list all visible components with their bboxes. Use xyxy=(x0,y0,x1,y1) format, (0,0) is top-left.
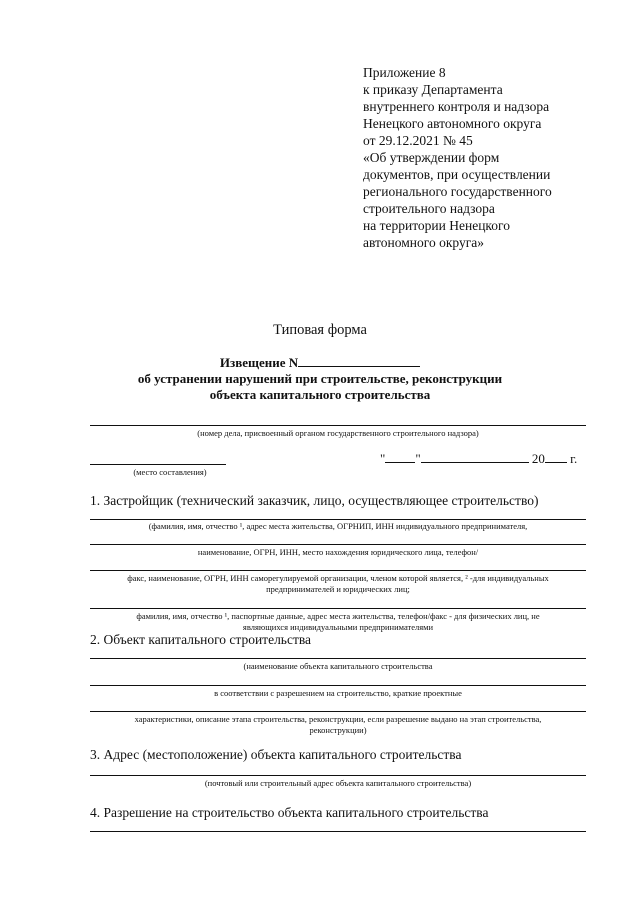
year-field[interactable] xyxy=(545,450,567,463)
developer-hint-4b: являющихся индивидуальными предпринимателями xyxy=(242,622,434,632)
appendix-line: Ненецкого автономного округа xyxy=(363,116,542,131)
address-hint: (почтовый или строительный адрес объекта капитального строительства) xyxy=(204,778,472,788)
month-field[interactable] xyxy=(421,450,529,463)
developer-field-4[interactable] xyxy=(90,608,586,609)
developer-hint-1: (фамилия, имя, отчество ¹, адрес места жительства, ОГРНИП, ИНН индивидуального предпринимателя, xyxy=(148,521,528,531)
section-3-heading: 3. Адрес (местоположение) объекта капитального строительства xyxy=(90,747,462,762)
object-hint-3a: характеристики, описание этапа строительства, реконструкции, если разрешение выдано на этап строительства, xyxy=(134,714,542,724)
appendix-line: «Об утверждении форм xyxy=(363,150,500,165)
address-field[interactable] xyxy=(90,775,586,776)
developer-field-1[interactable] xyxy=(90,519,586,520)
developer-hint-4a: фамилия, имя, отчество ¹, паспортные данные, адрес места жительства, телефон/факс - для физических лиц, не xyxy=(136,611,540,621)
notice-subtitle-line1: об устранении нарушений при строительстве, реконструкции xyxy=(137,371,503,386)
object-hint-2: в соответствии с разрешением на строительство, краткие проектные xyxy=(214,688,462,698)
date-close-quote: " xyxy=(415,451,421,466)
appendix-line: документов, при осуществлении xyxy=(363,167,551,182)
permit-field[interactable] xyxy=(90,831,586,832)
appendix-line: внутреннего контроля и надзора xyxy=(363,99,550,114)
date-row xyxy=(380,450,577,467)
developer-field-2[interactable] xyxy=(90,544,586,545)
developer-hint-3a: факс, наименование, ОГРН, ИНН саморегулируемой организации, членом которой является, ² -для индивидуальных xyxy=(127,573,549,583)
place-field[interactable] xyxy=(90,464,226,465)
appendix-line: к приказу Департамента xyxy=(363,82,503,97)
appendix-line: на территории Ненецкого xyxy=(363,218,511,233)
developer-hint-3b: предпринимателей и юридических лиц; xyxy=(266,584,410,594)
developer-hint-2: наименование, ОГРН, ИНН, место нахождения юридического лица, телефон/ xyxy=(197,547,479,557)
year-prefix: 20 xyxy=(531,451,545,466)
section-4-heading: 4. Разрешение на строительство объекта капитального строительства xyxy=(90,805,489,820)
object-hint-3b: реконструкции) xyxy=(309,725,367,735)
object-field-1[interactable] xyxy=(90,658,586,659)
notice-subtitle-line2: объекта капитального строительства xyxy=(209,387,431,402)
notice-title-text: Извещение N xyxy=(219,355,299,370)
object-hint-1: (наименование объекта капитального строительства xyxy=(243,661,433,671)
appendix-line: строительного надзора xyxy=(363,201,495,216)
appendix-header xyxy=(363,64,633,251)
appendix-line: от 29.12.2021 № 45 xyxy=(363,133,473,148)
notice-title xyxy=(0,354,640,371)
appendix-line: Приложение 8 xyxy=(363,65,446,80)
case-number-hint: (номер дела, присвоенный органом государственного строительного надзора) xyxy=(197,428,479,438)
place-hint: (место составления) xyxy=(133,467,207,477)
notice-number-field[interactable] xyxy=(298,354,420,367)
date-open-quote: " xyxy=(380,451,386,466)
appendix-line: автономного округа» xyxy=(363,235,484,250)
section-2-heading: 2. Объект капитального строительства xyxy=(90,632,312,647)
object-field-2[interactable] xyxy=(90,685,586,686)
object-field-3[interactable] xyxy=(90,711,586,712)
day-field[interactable] xyxy=(385,450,415,463)
case-number-field[interactable] xyxy=(90,425,586,426)
developer-field-3[interactable] xyxy=(90,570,586,571)
form-type-label: Типовая форма xyxy=(273,322,367,338)
year-suffix: г. xyxy=(570,451,578,466)
section-1-heading: 1. Застройщик (технический заказчик, лицо, осуществляющее строительство) xyxy=(90,493,539,508)
appendix-line: регионального государственного xyxy=(363,184,552,199)
